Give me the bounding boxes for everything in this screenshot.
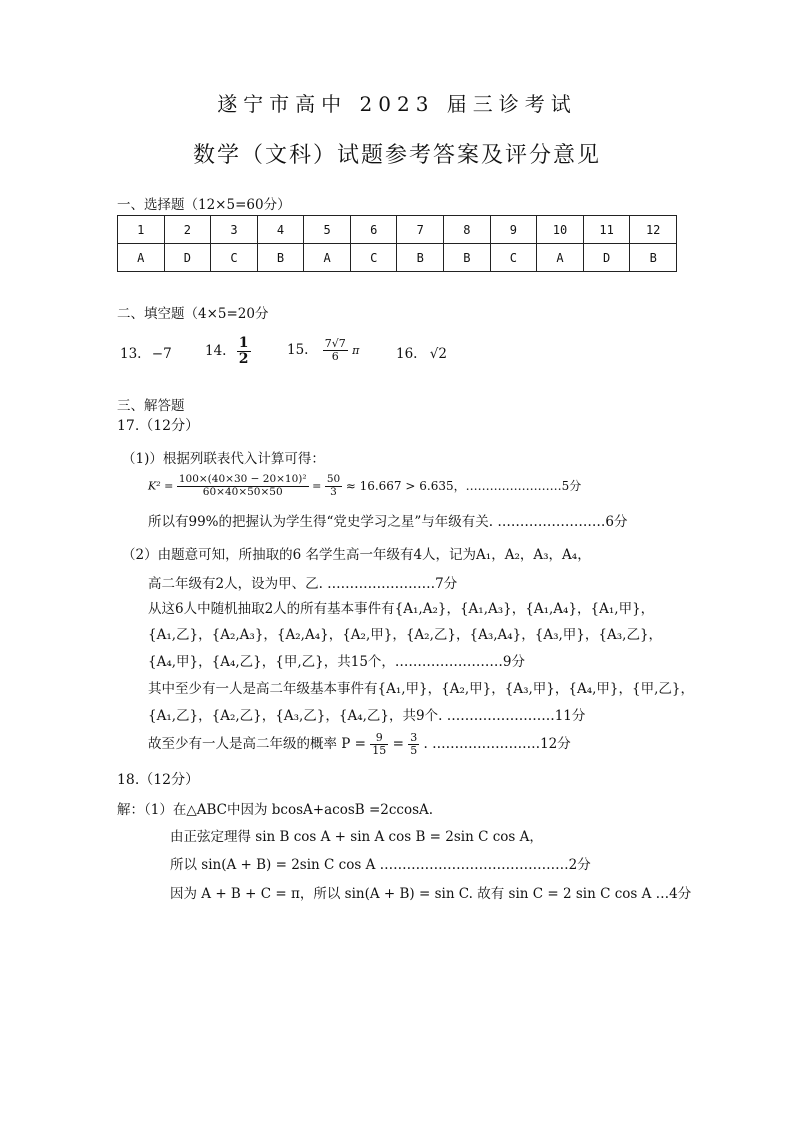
question-number-row: [118, 216, 677, 244]
k2-numerator: 100×(40×30 − 20×10)²: [178, 473, 307, 485]
table-cell: 8: [444, 216, 491, 244]
q17-part2-line2: 高二年级有2人，设为甲、乙. ……………………7分: [148, 576, 458, 592]
exam-title: 遂宁市高中 2023 届三诊考试: [217, 92, 577, 116]
q16-value: √2: [429, 346, 447, 362]
q16-answer: [396, 348, 447, 362]
table-cell: A: [304, 244, 351, 272]
q17-part2-line6: 其中至少有一人是高二年级基本事件有{A₁,甲}，{A₂,甲}，{A₃,甲}，{A₄,甲}，{甲,乙}，: [148, 681, 694, 697]
q14-answer: [205, 336, 251, 368]
table-cell: 7: [397, 216, 444, 244]
table-cell: B: [444, 244, 491, 272]
k2-value-fraction: [325, 474, 342, 498]
q15-pi: π: [352, 344, 360, 358]
prob-equals: =: [392, 735, 404, 752]
q18-line1: 解：（1）在△ABC中因为 bcosA+acosB =2ccosA.: [117, 802, 434, 818]
q18-line4: 因为 A + B + C = π，所以 sin(A + B) = sin C. 故有 sin C = 2 sin C cos A …4分: [170, 886, 692, 902]
q17-part2-line7: {A₁,乙}，{A₂,乙}，{A₃,乙}，{A₄,乙}，共9个. ……………………11分: [148, 708, 586, 724]
q17-part1-conclusion: 所以有99%的把握认为学生得“党史学习之星”与年级有关. ……………………6分: [148, 514, 628, 530]
table-cell: 10: [537, 216, 584, 244]
q18-heading: 18.（12分）: [117, 772, 200, 788]
table-cell: 1: [118, 216, 165, 244]
prob-suffix: . ……………………12分: [423, 735, 571, 752]
answer-row: [118, 244, 677, 272]
q15-numerator: 7√7: [324, 337, 346, 350]
table-cell: D: [164, 244, 211, 272]
q14-label: 14.: [205, 343, 227, 360]
prob-denominator-1: 15: [372, 744, 387, 758]
q18-line3: 所以 sin(A + B) = 2sin C cos A ……………………………………2分: [170, 857, 591, 873]
table-cell: 6: [350, 216, 397, 244]
q17-part2-line5: {A₄,甲}，{A₄,乙}，{甲,乙}，共15个，……………………9分: [148, 654, 525, 670]
q17-probability: [148, 732, 571, 757]
q17-chi-square-formula: K² = $\frac{\text{100×(40×30 − 20×10)²}}{60\times 40\times 50\times 50}$ = $\frac{50}{3}$ ≈ 16.667 > 6.635，……………………5分: [148, 473, 582, 498]
q13-label: 13.: [120, 346, 142, 362]
q16-label: 16.: [396, 346, 418, 362]
q17-heading: 17.（12分）: [117, 418, 200, 434]
k2-rhs: ≈ 16.667 > 6.635，……………………5分: [345, 479, 582, 494]
q14-numerator: 1: [238, 335, 249, 351]
k2-value-denominator: 3: [330, 485, 337, 498]
q15-label: 15.: [287, 341, 309, 358]
table-cell: C: [490, 244, 537, 272]
q15-fraction: [323, 338, 348, 363]
table-cell: 11: [583, 216, 630, 244]
q14-fraction: [237, 336, 251, 368]
table-cell: 3: [211, 216, 258, 244]
answer-table: [117, 215, 677, 272]
k2-fraction: [177, 474, 309, 498]
table-cell: A: [537, 244, 584, 272]
q17-part2-line1: （2）由题意可知，所抽取的6 名学生高一年级有4人，记为A₁，A₂，A₃，A₄，: [122, 547, 591, 563]
prob-denominator-2: 5: [410, 744, 418, 758]
q14-denominator: 2: [238, 351, 249, 368]
answer-key-subtitle: 数学（文科）试题参考答案及评分意见: [192, 143, 601, 168]
table-cell: 4: [257, 216, 304, 244]
prob-fraction-1: [370, 732, 388, 757]
q17-part2-line3: 从这6人中随机抽取2人的所有基本事件有{A₁,A₂}，{A₁,A₃}，{A₁,A₄}，{A₁,甲}，: [148, 601, 655, 617]
q17-part2-line4: {A₁,乙}，{A₂,A₃}，{A₂,A₄}，{A₂,甲}，{A₂,乙}，{A₃,A₄}，{A₃,甲}，{A₃,乙}，: [148, 627, 663, 643]
prob-prefix: 故至少有一人是高二年级的概率 P =: [148, 735, 366, 752]
prob-numerator-2: 3: [410, 731, 418, 744]
q13-value: −7: [151, 346, 172, 362]
q15-answer: [287, 338, 359, 363]
prob-fraction-2: [408, 732, 419, 757]
k2-value-numerator: 50: [326, 473, 341, 485]
q17-part1-intro: （1)）根据列联表代入计算可得：: [122, 451, 325, 467]
k2-lhs: K² =: [148, 479, 174, 493]
table-cell: B: [630, 244, 677, 272]
table-cell: C: [350, 244, 397, 272]
table-cell: 9: [490, 216, 537, 244]
section2-heading: 二、填空题（4×5=20分: [117, 306, 269, 322]
section1-heading: 一、选择题（12×5=60分）: [117, 197, 291, 213]
section3-heading: 三、解答题: [117, 398, 185, 414]
prob-numerator-1: 9: [370, 732, 388, 745]
table-cell: B: [397, 244, 444, 272]
table-cell: 2: [164, 216, 211, 244]
table-cell: D: [583, 244, 630, 272]
table-cell: C: [211, 244, 258, 272]
table-cell: 12: [630, 216, 677, 244]
table-cell: B: [257, 244, 304, 272]
table-cell: A: [118, 244, 165, 272]
q13-answer: [120, 348, 172, 362]
q15-denominator: 6: [331, 350, 339, 364]
k2-denominator: 60×40×50×50: [202, 485, 283, 498]
table-cell: 5: [304, 216, 351, 244]
q18-line2: 由正弦定理得 sin B cos A + sin A cos B = 2sin C cos A，: [170, 829, 543, 845]
